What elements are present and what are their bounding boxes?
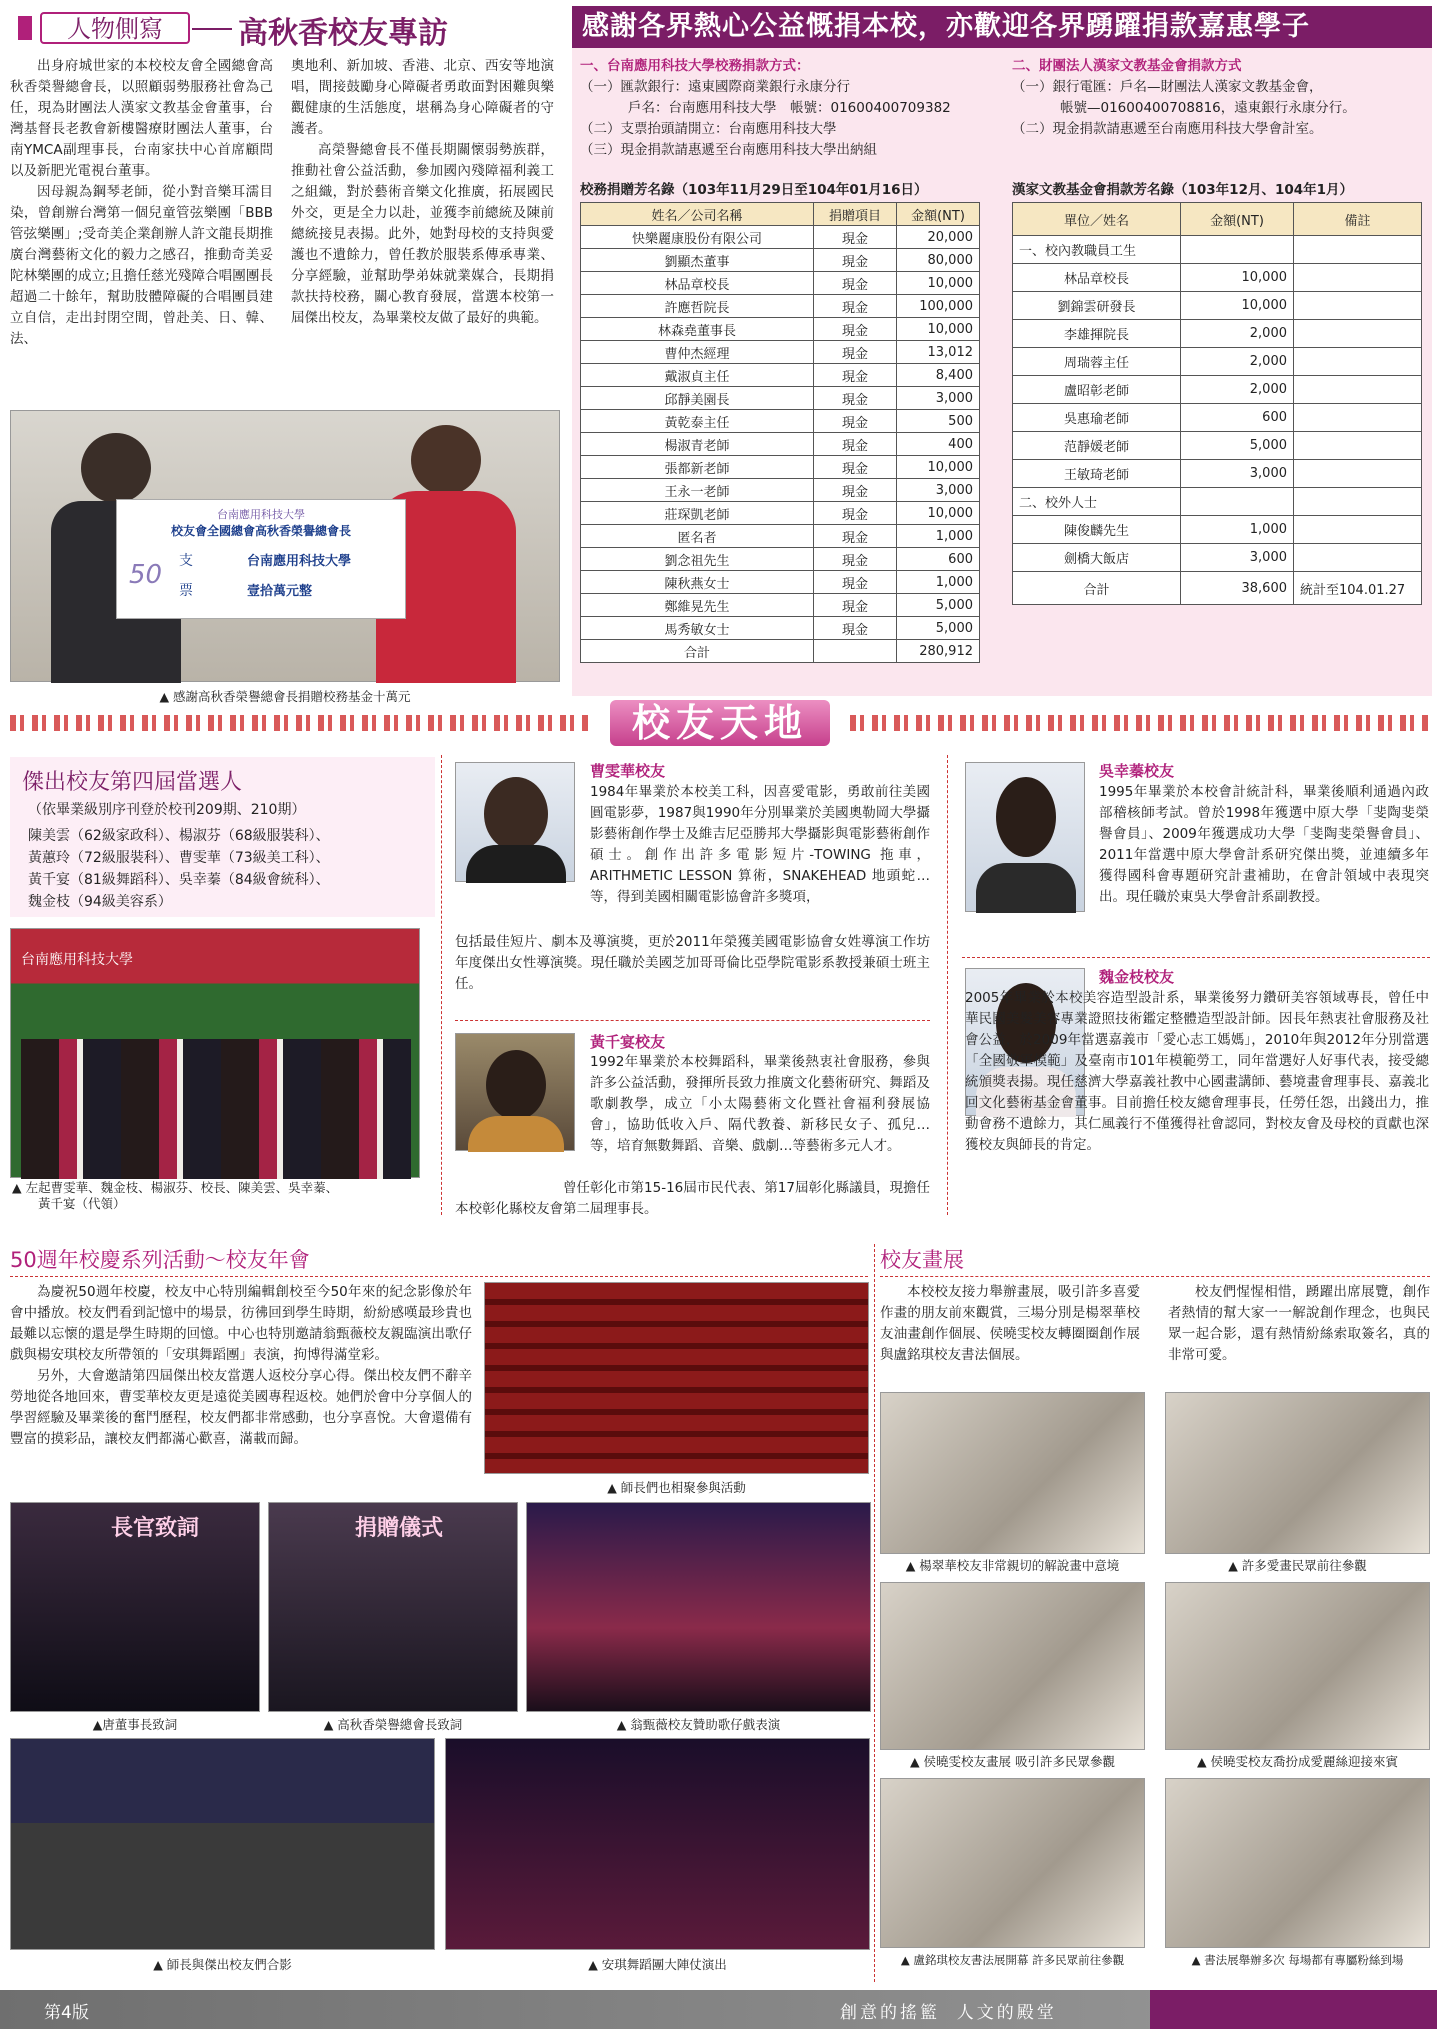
- audience-photo: [484, 1282, 869, 1474]
- t2-name-cell: 林品章校長: [1013, 264, 1181, 292]
- t2-total-note: 統計至104.01.27: [1294, 572, 1422, 605]
- portrait-wu-body: [976, 863, 1076, 913]
- left-info-3: （二）支票抬頭請開立：台南應用科技大學: [580, 121, 837, 137]
- t2-note-cell: [1294, 460, 1422, 488]
- donation-ceremony-photo: [10, 410, 560, 682]
- gallery-rule: [880, 1276, 1430, 1277]
- alumni-p4-name: 魏金枝校友: [1099, 968, 1175, 986]
- t1-name-cell: 馬秀敏女士: [581, 617, 814, 640]
- t1-type-cell: 現金: [814, 548, 897, 571]
- table1-row: [581, 410, 980, 433]
- table2-row: [1013, 320, 1422, 348]
- event-para-1: 為慶祝50週年校慶，校友中心特別編輯創校至今50年來的紀念影像於年會中播放。校友們看到記憶中的場景，彷彿回到學生時期，紛紛感嘆最珍貴也最難以忘懷的還是學生時期的回憶。中心也特別邀請翁甄薇校友親臨演出歌仔戲與楊安琪校友所帶領的「安琪舞蹈團」表演，拘博得滿堂彩。: [10, 1284, 472, 1363]
- t2-amount-cell: 1,000: [1181, 516, 1294, 544]
- gallery-text-2: 校友們惺惺相惜，踴躍出席展覽，創作者熱情的幫大家一一解說創作理念，也與民眾一起合影，還有熱情紛絲索取簽名，真的非常可愛。: [1168, 1284, 1430, 1363]
- t2-amount-cell: 10,000: [1181, 292, 1294, 320]
- overlay-2: 捐贈儀式: [355, 1516, 444, 1541]
- speech-photo-2: [268, 1502, 518, 1712]
- t2-col-amount: 金額(NT): [1181, 203, 1294, 236]
- t1-amount-cell: 3,000: [897, 387, 980, 410]
- distinguished-title: 傑出校友第四屆當選人: [22, 770, 243, 795]
- table1-row: [581, 502, 980, 525]
- group-people: [21, 1039, 411, 1179]
- gallery-photo-5: [880, 1778, 1145, 1948]
- t2-amount-cell: 10,000: [1181, 264, 1294, 292]
- t1-amount-cell: 13,012: [897, 341, 980, 364]
- portrait-huang: [455, 1033, 575, 1151]
- t1-type-cell: 現金: [814, 341, 897, 364]
- table2-row: [1013, 376, 1422, 404]
- t2-col-note: 備註: [1294, 203, 1422, 236]
- gallery-photo-2: [1165, 1392, 1430, 1554]
- footer-accent: [1150, 1990, 1437, 2029]
- profile-caption: ▲ 感謝高秋香榮譽總會長捐贈校務基金十萬元: [159, 689, 411, 704]
- table2-row: [1013, 292, 1422, 320]
- t1-amount-cell: 1,000: [897, 525, 980, 548]
- gallery-text-1: 本校校友接力舉辦畫展，吸引許多喜愛作畫的朋友前來觀賞，三場分別是楊翠華校友油畫創作個展、侯曉雯校友轉圈圈創作展與盧銘琪校友書法個展。: [880, 1284, 1140, 1363]
- t1-amount-cell: 5,000: [897, 594, 980, 617]
- table2-row: [1013, 432, 1422, 460]
- t2-amount-cell: 2,000: [1181, 348, 1294, 376]
- profile-title: 高秋香校友專訪: [238, 16, 448, 51]
- profile-header: [10, 8, 570, 51]
- group-photo-banner: 台南應用科技大學: [21, 952, 133, 968]
- table1-body: [581, 226, 980, 640]
- t1-col-amount: 金額(NT): [897, 203, 980, 226]
- t2-note-cell: [1294, 516, 1422, 544]
- gallery-photo-1: [880, 1392, 1145, 1554]
- t1-name-cell: 劉念祖先生: [581, 548, 814, 571]
- t2-note-cell: [1294, 348, 1422, 376]
- t1-col-name: 姓名／公司名稱: [581, 203, 814, 226]
- portrait-wu: [965, 762, 1085, 912]
- t2-name-cell: 劉錦雲研發長: [1013, 292, 1181, 320]
- board-line1: 台南應用科技大學: [217, 508, 305, 521]
- group-photo-2: [10, 1738, 435, 1950]
- t2-note-cell: [1294, 320, 1422, 348]
- t2-note-cell: [1294, 404, 1422, 432]
- donation-table2: [1012, 202, 1422, 605]
- table2-total-row: [1013, 572, 1422, 605]
- t2-note-cell: [1294, 236, 1422, 264]
- t2-name-cell: 吳惠瑜老師: [1013, 404, 1181, 432]
- t1-type-cell: 現金: [814, 249, 897, 272]
- t1-amount-cell: 10,000: [897, 272, 980, 295]
- table1-row: [581, 387, 980, 410]
- t1-total-value: 280,912: [897, 640, 980, 663]
- table1-row: [581, 479, 980, 502]
- right-info-title: 二、財團法人漢家文教基金會捐款方式: [1012, 58, 1242, 74]
- t2-name-cell: 陳俊麟先生: [1013, 516, 1181, 544]
- distinguished-line-4: 魏金枝（94級美容系）: [28, 894, 172, 910]
- portrait-tsao-body: [466, 845, 566, 883]
- t2-note-cell: [1294, 292, 1422, 320]
- t2-note-cell: [1294, 264, 1422, 292]
- table1-row: [581, 548, 980, 571]
- t1-type-cell: 現金: [814, 525, 897, 548]
- portrait-wu-head: [996, 777, 1056, 857]
- column-divider-3: [874, 1244, 875, 1982]
- t2-name-cell: 劍橋大飯店: [1013, 544, 1181, 572]
- t1-amount-cell: 10,000: [897, 502, 980, 525]
- footer-page: 第4版: [44, 2003, 89, 2023]
- table2-row: [1013, 544, 1422, 572]
- board-to: 台南應用科技大學: [247, 554, 352, 569]
- t2-name-cell: 一、校內教職員工生: [1013, 236, 1181, 264]
- event-rule: [10, 1276, 868, 1277]
- board-ticket: 票: [179, 583, 193, 599]
- table1-row: [581, 433, 980, 456]
- t2-name-cell: 盧昭彰老師: [1013, 376, 1181, 404]
- t1-type-cell: 現金: [814, 226, 897, 249]
- profile-tag-mark: [18, 16, 32, 40]
- table2-row: [1013, 488, 1422, 516]
- t2-note-cell: [1294, 432, 1422, 460]
- t2-note-cell: [1294, 544, 1422, 572]
- alumni-group-photo: [10, 928, 420, 1178]
- table2-row: [1013, 460, 1422, 488]
- speech-photo-1: [10, 1502, 260, 1712]
- footer-motto: 創意的搖籃 人文的殿堂: [840, 2003, 1057, 2023]
- right-info-2: 帳號—01600400708816，遠東銀行永康分行。: [1060, 100, 1356, 116]
- t1-type-cell: 現金: [814, 617, 897, 640]
- banner-ornament-right: [850, 715, 1430, 731]
- donation-table1: [580, 202, 980, 663]
- group-caption: [12, 1180, 338, 1212]
- t1-type-cell: 現金: [814, 479, 897, 502]
- table1-row: [581, 456, 980, 479]
- t2-name-cell: 李雄揮院長: [1013, 320, 1181, 348]
- distinguished-box: [10, 757, 435, 917]
- t1-amount-cell: 3,000: [897, 479, 980, 502]
- gallery-caption-4: ▲ 侯曉雯校友喬扮成愛麗絲迎接來賓: [1196, 1754, 1399, 1769]
- left-info-title: 一、台南應用科技大學校務捐款方式：: [580, 58, 810, 74]
- left-info-1: （一）匯款銀行：遠東國際商業銀行永康分行: [580, 79, 850, 95]
- profile-rule: [192, 28, 232, 30]
- t1-amount-cell: 80,000: [897, 249, 980, 272]
- t2-name-cell: 周瑞蓉主任: [1013, 348, 1181, 376]
- alumni-p4-text: 2005年畢業於本校美容造型設計系，畢業後努力鑽研美容領域專長，曾任中華民國美髮美容專業證照技術鑑定整體造型設計師。因長年熱衷社會服務及社會公益，於2009年當選嘉義市「愛心志工媽媽」，2010年與2012年分別當選「全國敬軍模範」及臺南市101年模範勞工，同年當選好人好事代表，接受總統頒獎表揚。現任慈濟大學嘉義社教中心國畫講師、藝境畫會理事長、嘉義北回文化藝術基金會董事。目前擔任校友總會理事長，任勞任怨，出錢出力，推動會務不遺餘力，其仁風義行不僅獲得社會認同，對校友會及母校的貢獻也深獲校友與師長的肯定。: [965, 990, 1429, 1153]
- t1-type-cell: 現金: [814, 410, 897, 433]
- footer-bar: [0, 1990, 1437, 2029]
- t2-note-cell: [1294, 488, 1422, 516]
- table2-row: [1013, 264, 1422, 292]
- t2-amount-cell: [1181, 236, 1294, 264]
- t1-total-label: 合計: [581, 640, 814, 663]
- t1-type-cell: 現金: [814, 456, 897, 479]
- donation-table2-title: 漢家文教基金會捐款芳名錄（103年12月、104年1月）: [1012, 182, 1354, 198]
- t2-amount-cell: 3,000: [1181, 460, 1294, 488]
- portrait-huang-body: [468, 1116, 564, 1152]
- alumni-p1-text: 1984年畢業於本校美工科，因喜愛電影，勇敢前往美國圓電影夢，1987與1990年分別畢業於美國奧勒岡大學攝影藝術創作學士及維吉尼亞勝邦大學攝影與電影藝術創作碩士。創作出許多電影短片-TOWING 拖車，ARITHMETIC LESSON 算術，SNAKEHEAD 地頭蛇…等，得到美國相關電影協會許多獎項，: [590, 784, 930, 905]
- t2-note-cell: [1294, 376, 1422, 404]
- distinguished-line-3: 黃千宴（81級舞蹈科）、吳幸蓁（84級會統科）、: [28, 872, 330, 888]
- column-divider-2: [947, 755, 948, 1215]
- alumni-banner: 校友天地: [610, 700, 830, 746]
- donation-table1-title: 校務捐贈芳名錄（103年11月29日至104年01月16日）: [580, 182, 928, 198]
- t2-amount-cell: 600: [1181, 404, 1294, 432]
- t1-amount-cell: 10,000: [897, 318, 980, 341]
- right-info-3: （二）現金捐款請惠遞至台南應用科技大學會計室。: [1012, 121, 1323, 137]
- donation-board: [116, 499, 406, 619]
- t1-amount-cell: 600: [897, 548, 980, 571]
- t1-name-cell: 邱靜美園長: [581, 387, 814, 410]
- gallery-photo-3: [880, 1582, 1145, 1750]
- t1-name-cell: 戴淑貞主任: [581, 364, 814, 387]
- speech-caption-1: ▲唐董事長致詞: [92, 1717, 178, 1732]
- table1-row: [581, 571, 980, 594]
- gallery-caption-1: ▲ 楊翠華校友非常親切的解說畫中意境: [905, 1558, 1120, 1573]
- t1-amount-cell: 10,000: [897, 456, 980, 479]
- t1-type-cell: 現金: [814, 433, 897, 456]
- t1-name-cell: 曹仲杰經理: [581, 341, 814, 364]
- profile-para-2: 因母親為鋼琴老師，從小對音樂耳濡目染，曾創辦台灣第一個兒童管弦樂團「BBB管弦樂團」;受奇美企業創辦人許文龍長期推廣台灣藝術文化的毅力之感召，推動奇美妥陀林樂團的成立;且擔任慈光殘障合唱團團長超過二十餘年，幫助肢體障礙的合唱團員建立自信，走出封閉空間，曾赴美、日、韓、法、: [10, 184, 273, 347]
- opera-photo: [526, 1502, 871, 1712]
- profile-col1: [10, 56, 273, 350]
- t1-name-cell: 鄭維晃先生: [581, 594, 814, 617]
- table2-row: [1013, 404, 1422, 432]
- t2-total-label: 合計: [1013, 572, 1181, 605]
- t1-type-cell: 現金: [814, 594, 897, 617]
- donation-right-info: [1012, 56, 1432, 140]
- profile-para-1: 出身府城世家的本校校友會全國總會高秋香榮譽總會長，以照顧弱勢服務社會為己任，現為財團法人漢家文教基金會董事，台灣基督長老教會新樓醫療財團法人董事，台南YMCA副理事長，台南家扶中心首席顧問以及新肥光電視台董事。: [10, 58, 273, 179]
- t1-col-type: 捐贈項目: [814, 203, 897, 226]
- profile-tag: 人物側寫: [40, 12, 190, 44]
- alumni-hline-1: [455, 1020, 930, 1021]
- t2-amount-cell: 5,000: [1181, 432, 1294, 460]
- t1-name-cell: 林品章校長: [581, 272, 814, 295]
- gallery-caption-6: ▲ 書法展舉辦多次 每場都有專屬粉絲到場: [1191, 1953, 1404, 1967]
- t1-total-empty: [814, 640, 897, 663]
- distinguished-line-2: 黃蕙玲（72級服裝科）、曹雯華（73級美工科）、: [28, 850, 330, 866]
- t1-type-cell: 現金: [814, 295, 897, 318]
- table1-row: [581, 594, 980, 617]
- alumni-p2-text: 1992年畢業於本校舞蹈科，畢業後熱衷社會服務，參與許多公益活動，發揮所長致力推廣文化藝術研究、舞蹈及歌劇教學，成立「小太陽藝術文化暨社會福利發展協會」，協助低收入戶、隔代教養、新移民女子、孤兒…等，培育無數舞蹈、音樂、戲劇…等藝術多元人才。: [590, 1054, 930, 1154]
- t2-amount-cell: 3,000: [1181, 544, 1294, 572]
- dance-photo: [445, 1738, 870, 1950]
- board-amount: 壹拾萬元整: [247, 584, 313, 599]
- table1-row: [581, 295, 980, 318]
- alumni-p2-text2: 曾任彰化市第15-16屆市民代表、第17屆彰化縣議員，現擔任本校彰化縣校友會第二屆理事長。: [455, 1180, 930, 1217]
- event-title: 50週年校慶系列活動～校友年會: [10, 1248, 310, 1272]
- t1-amount-cell: 5,000: [897, 617, 980, 640]
- group-caption-1: ▲ 左起曹雯華、魏金枝、楊淑芬、校長、陳美雲、吳幸蓁、: [12, 1180, 339, 1195]
- t1-name-cell: 快樂麗康股份有限公司: [581, 226, 814, 249]
- table2-row: [1013, 516, 1422, 544]
- t1-name-cell: 王永一老師: [581, 479, 814, 502]
- table1-row: [581, 525, 980, 548]
- gallery-caption-3: ▲ 侯曉雯校友畫展 吸引許多民眾參觀: [909, 1754, 1116, 1769]
- distinguished-sub: （依畢業級別序刊登於校刊209期、210期）: [28, 802, 306, 818]
- gallery-photo-4: [1165, 1582, 1430, 1750]
- donation-left-info: [580, 56, 1010, 161]
- speech-caption-2: ▲ 高秋香榮譽總會長致詞: [323, 1717, 463, 1732]
- alumni-hline-2: [962, 957, 1430, 958]
- table2-body: [1013, 236, 1422, 572]
- profile-para-3: 奧地利、新加坡、香港、北京、西安等地演唱，間接鼓勵身心障礙者勇敢面對困難與樂觀健康的生活態度，堪稱為身心障礙者的守護者。: [291, 58, 554, 137]
- portrait-tsao-head: [484, 777, 548, 851]
- gallery-photo-6: [1165, 1778, 1430, 1948]
- left-info-4: （三）現金捐款請惠遞至台南應用科技大學出納組: [580, 142, 877, 158]
- t1-name-cell: 張都新老師: [581, 456, 814, 479]
- t1-name-cell: 許應哲院長: [581, 295, 814, 318]
- t1-amount-cell: 8,400: [897, 364, 980, 387]
- t1-type-cell: 現金: [814, 318, 897, 341]
- distinguished-list: [28, 825, 330, 913]
- woman-figure: [411, 425, 481, 495]
- overlay-1: 長官致詞: [111, 1516, 200, 1541]
- alumni-p3-text: 1995年畢業於本校會計統計科，畢業後順利通過內政部稽核師考試。曾於1998年獲選中原大學「斐陶斐榮譽會員」、2009年獲選成功大學「斐陶斐榮譽會員」、2011年當選中原大學會計系研究傑出獎，並連續多年獲得國科會專題研究計畫補助，在會計領域中表現突出。現任職於東吳大學會計系副教授。: [1099, 784, 1429, 905]
- left-info-2: 戶名：台南應用科技大學 帳號：01600400709382: [628, 100, 951, 116]
- t1-amount-cell: 20,000: [897, 226, 980, 249]
- banner-ornament-left: [10, 715, 590, 731]
- t2-amount-cell: 2,000: [1181, 320, 1294, 348]
- t1-name-cell: 陳秋燕女士: [581, 571, 814, 594]
- table1-row: [581, 364, 980, 387]
- alumni-p1-name: 曹雯華校友: [590, 762, 666, 780]
- table1-header-row: [581, 203, 980, 226]
- opera-caption: ▲ 翁甄薇校友贊助歌仔戲表演: [616, 1717, 781, 1732]
- portrait-huang-head: [486, 1050, 546, 1120]
- t2-total-value: 38,600: [1181, 572, 1294, 605]
- board-pay: 支: [179, 553, 193, 569]
- group-caption-2b: ▲ 師長與傑出校友們合影: [153, 1957, 292, 1972]
- t1-type-cell: 現金: [814, 272, 897, 295]
- t1-type-cell: 現金: [814, 571, 897, 594]
- t1-type-cell: 現金: [814, 502, 897, 525]
- table1-row: [581, 341, 980, 364]
- t1-name-cell: 劉顯杰董事: [581, 249, 814, 272]
- gallery-caption-5: ▲ 盧銘琪校友書法展開幕 許多民眾前往參觀: [900, 1953, 1125, 1967]
- t2-name-cell: 王敏琦老師: [1013, 460, 1181, 488]
- event-para-2: 另外，大會邀請第四屆傑出校友當選人返校分享心得。傑出校友們不辭辛勞地從各地回來，曹雯華校友更是遠從美國專程返校。她們於會中分享個人的學習經驗及畢業後的奮鬥歷程，校友們都非常感動，也分享喜悅。大會還備有豐富的摸彩品，讓校友們都滿心歡喜，滿載而歸。: [10, 1368, 472, 1447]
- profile-para-4: 高榮譽總會長不僅長期關懷弱勢族群，推動社會公益活動，參加國內殘障福利義工之組織，對於藝術音樂文化推廣，拓展國民外交，更是全力以赴，並獲李前總統及陳前總統接見表揚。此外，她對母校的支持與愛護也不遺餘力，曾任教於服裝系傳承專業、分享經驗，並幫助學弟妹就業媒合，長期捐款扶持校務，關心教育發展，當選本校第一屆傑出校友，為畢業校友做了最好的典範。: [291, 142, 554, 326]
- t1-type-cell: 現金: [814, 364, 897, 387]
- table1-total-row: [581, 640, 980, 663]
- t2-name-cell: 范靜媛老師: [1013, 432, 1181, 460]
- table1-row: [581, 318, 980, 341]
- group-caption-2: 黃千宴（代領）: [38, 1196, 126, 1211]
- table2-row: [1013, 236, 1422, 264]
- portrait-tsao: [455, 762, 575, 882]
- alumni-p1-text2: 包括最佳短片、劇本及導演獎，更於2011年榮獲美國電影協會女姓導演工作坊年度傑出女性導演獎。現任職於美國芝加哥哥倫比亞學院電影系教授兼碩士班主任。: [455, 934, 930, 992]
- t1-name-cell: 楊淑青老師: [581, 433, 814, 456]
- man-figure: [81, 433, 151, 503]
- t2-name-cell: 二、校外人士: [1013, 488, 1181, 516]
- event-text: [10, 1282, 472, 1450]
- t1-type-cell: 現金: [814, 387, 897, 410]
- t1-amount-cell: 100,000: [897, 295, 980, 318]
- t1-name-cell: 匿名者: [581, 525, 814, 548]
- distinguished-line-1: 陳美雲（62級家政科）、楊淑芬（68級服裝科）、: [28, 828, 330, 844]
- table2-row: [1013, 348, 1422, 376]
- alumni-p2-name: 黃千宴校友: [590, 1033, 666, 1051]
- t1-amount-cell: 400: [897, 433, 980, 456]
- donation-header: 感謝各界熱心公益慨捐本校，亦歡迎各界踴躍捐款嘉惠學子: [572, 6, 1432, 48]
- t1-name-cell: 林森堯董事長: [581, 318, 814, 341]
- dance-caption: ▲ 安琪舞蹈團大陣仗演出: [588, 1957, 727, 1972]
- table1-row: [581, 226, 980, 249]
- profile-col2: [291, 56, 554, 329]
- board-line2: 校友會全國總會高秋香榮譽總會長: [170, 524, 351, 538]
- t2-col-name: 單位／姓名: [1013, 203, 1181, 236]
- table2-header-row: [1013, 203, 1422, 236]
- table1-row: [581, 617, 980, 640]
- gallery-caption-2: ▲ 許多愛畫民眾前往參觀: [1228, 1558, 1367, 1573]
- t1-name-cell: 莊琛凱老師: [581, 502, 814, 525]
- column-divider-1: [441, 755, 442, 1215]
- t2-amount-cell: 2,000: [1181, 376, 1294, 404]
- right-info-1: （一）銀行電匯：戶名—財團法人漢家文教基金會，: [1012, 79, 1323, 95]
- table1-row: [581, 272, 980, 295]
- t1-amount-cell: 500: [897, 410, 980, 433]
- audience-caption: ▲ 師長們也相聚參與活動: [607, 1480, 746, 1495]
- t2-amount-cell: [1181, 488, 1294, 516]
- board-50-logo: 50: [129, 560, 163, 590]
- t1-name-cell: 黃乾泰主任: [581, 410, 814, 433]
- gallery-title: 校友畫展: [880, 1248, 964, 1272]
- table1-row: [581, 249, 980, 272]
- alumni-p3-name: 吳幸蓁校友: [1099, 762, 1175, 780]
- t1-amount-cell: 1,000: [897, 571, 980, 594]
